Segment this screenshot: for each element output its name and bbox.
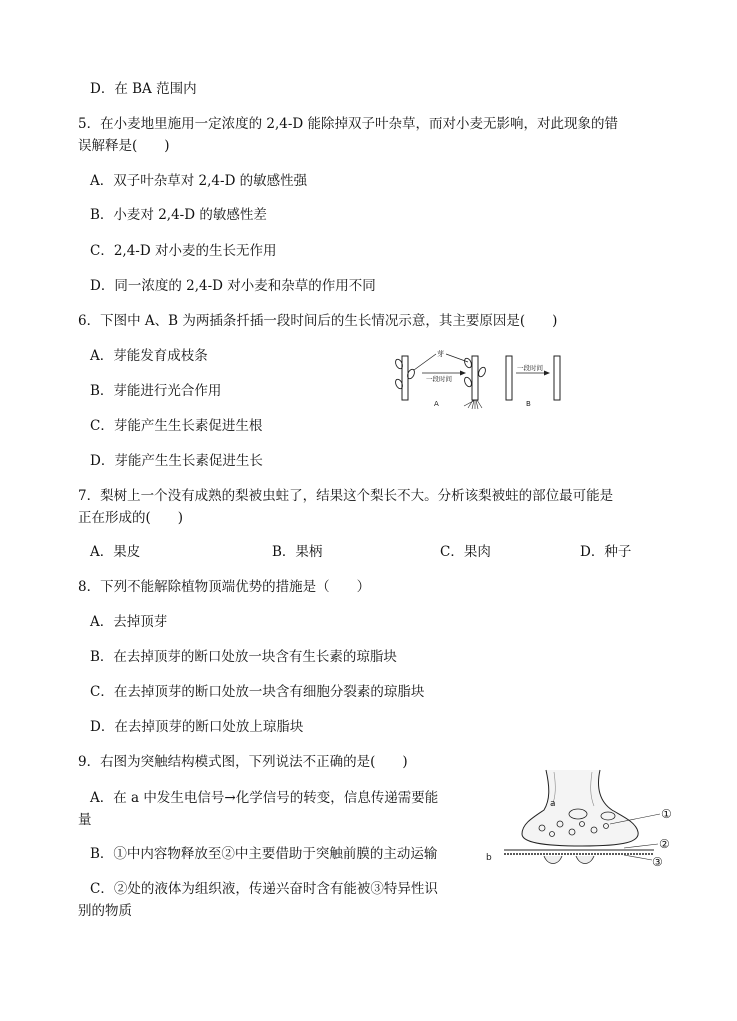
label-2: ② [659, 837, 670, 851]
arrow-b-head [544, 371, 550, 376]
label-a: A [434, 400, 439, 408]
label-b: B [526, 400, 531, 408]
synapse-figure [484, 768, 684, 876]
q7-option-a: A．果皮 [90, 544, 141, 560]
bud-shape [463, 357, 473, 369]
q9-option-a-line2: 量 [78, 812, 92, 828]
q5-option-a: A．双子叶杂草对 2,4-D 的敏感性强 [90, 173, 308, 189]
q9-option-c-line2: 别的物质 [78, 903, 132, 919]
q8-stem: 8．下列不能解除植物顶端优势的措施是（ ） [78, 579, 371, 595]
q8-option-b: B．在去掉顶芽的断口处放一块含有生长素的琼脂块 [90, 649, 397, 665]
cutting-b-before [506, 356, 512, 400]
q5-option-c: C．2,4-D 对小麦的生长无作用 [90, 243, 277, 259]
time-label-a: 一段时间 [426, 375, 452, 383]
q6-option-d: D．芽能产生生长素促进生长 [90, 453, 263, 469]
q5-option-d: D．同一浓度的 2,4-D 对小麦和杂草的作用不同 [90, 278, 376, 294]
pointer-3 [624, 855, 652, 860]
q6-option-a: A．芽能发育成枝条 [90, 348, 208, 364]
bud-pointer [414, 354, 436, 370]
q8-option-c: C．在去掉顶芽的断口处放一块含有细胞分裂素的琼脂块 [90, 684, 425, 700]
q8-option-a: A．去掉顶芽 [90, 614, 168, 630]
label-b: b [486, 853, 492, 863]
cutting-a-after [472, 356, 478, 400]
q7-stem-line1: 7．梨树上一个没有成熟的梨被虫蛀了，结果这个梨长不大。分析该梨被蛀的部位最可能是 [78, 488, 614, 504]
q9-option-b: B．①中内容物释放至②中主要借助于突触前膜的主动运输 [90, 846, 438, 862]
presynaptic-terminal [522, 770, 638, 846]
bud-shape [477, 366, 487, 378]
postsynaptic-bulge [544, 856, 594, 864]
q7-stem-line2: 正在形成的( ) [78, 510, 184, 526]
q8-option-d: D．在去掉顶芽的断口处放上琼脂块 [90, 719, 304, 735]
label-3: ③ [652, 855, 663, 869]
q9-option-c-line1: C．②处的液体为组织液，传递兴奋时含有能被③特异性识 [90, 881, 438, 897]
cutting-b-after [554, 356, 560, 400]
label-1: ① [661, 807, 672, 821]
q5-stem-line1: 5．在小麦地里施用一定浓度的 2,4-D 能除掉双子叶杂草，而对小麦无影响，对此现象的错 [78, 116, 619, 132]
q7-option-d: D．种子 [580, 544, 632, 560]
cutting-growth-figure [388, 348, 578, 410]
q6-stem: 6．下图中 A、B 为两插条扦插一段时间后的生长情况示意，其主要原因是( ) [78, 313, 558, 329]
cutting-a-before [402, 356, 408, 400]
q5-stem-line2: 误解释是( ) [78, 138, 170, 154]
arrow-a-head [460, 371, 466, 376]
q4-option-d: D．在 BA 范围内 [90, 81, 197, 97]
q7-option-b: B．果柄 [272, 544, 323, 560]
bud-label: 芽 [437, 350, 444, 358]
q9-stem: 9．右图为突触结构模式图，下列说法不正确的是( ) [78, 754, 408, 770]
q6-option-b: B．芽能进行光合作用 [90, 383, 222, 399]
bud-shape [463, 376, 473, 388]
q5-option-b: B．小麦对 2,4-D 的敏感性差 [90, 207, 267, 223]
label-a: a [550, 799, 556, 809]
time-label-b: 一段时间 [517, 364, 543, 372]
roots [464, 400, 482, 409]
q6-option-c: C．芽能产生生长素促进生根 [90, 418, 263, 434]
pointer-2 [624, 844, 658, 848]
q7-option-c: C．果肉 [440, 544, 491, 560]
q9-option-a-line1: A．在 a 中发生电信号→化学信号的转变，信息传递需要能 [90, 790, 439, 806]
